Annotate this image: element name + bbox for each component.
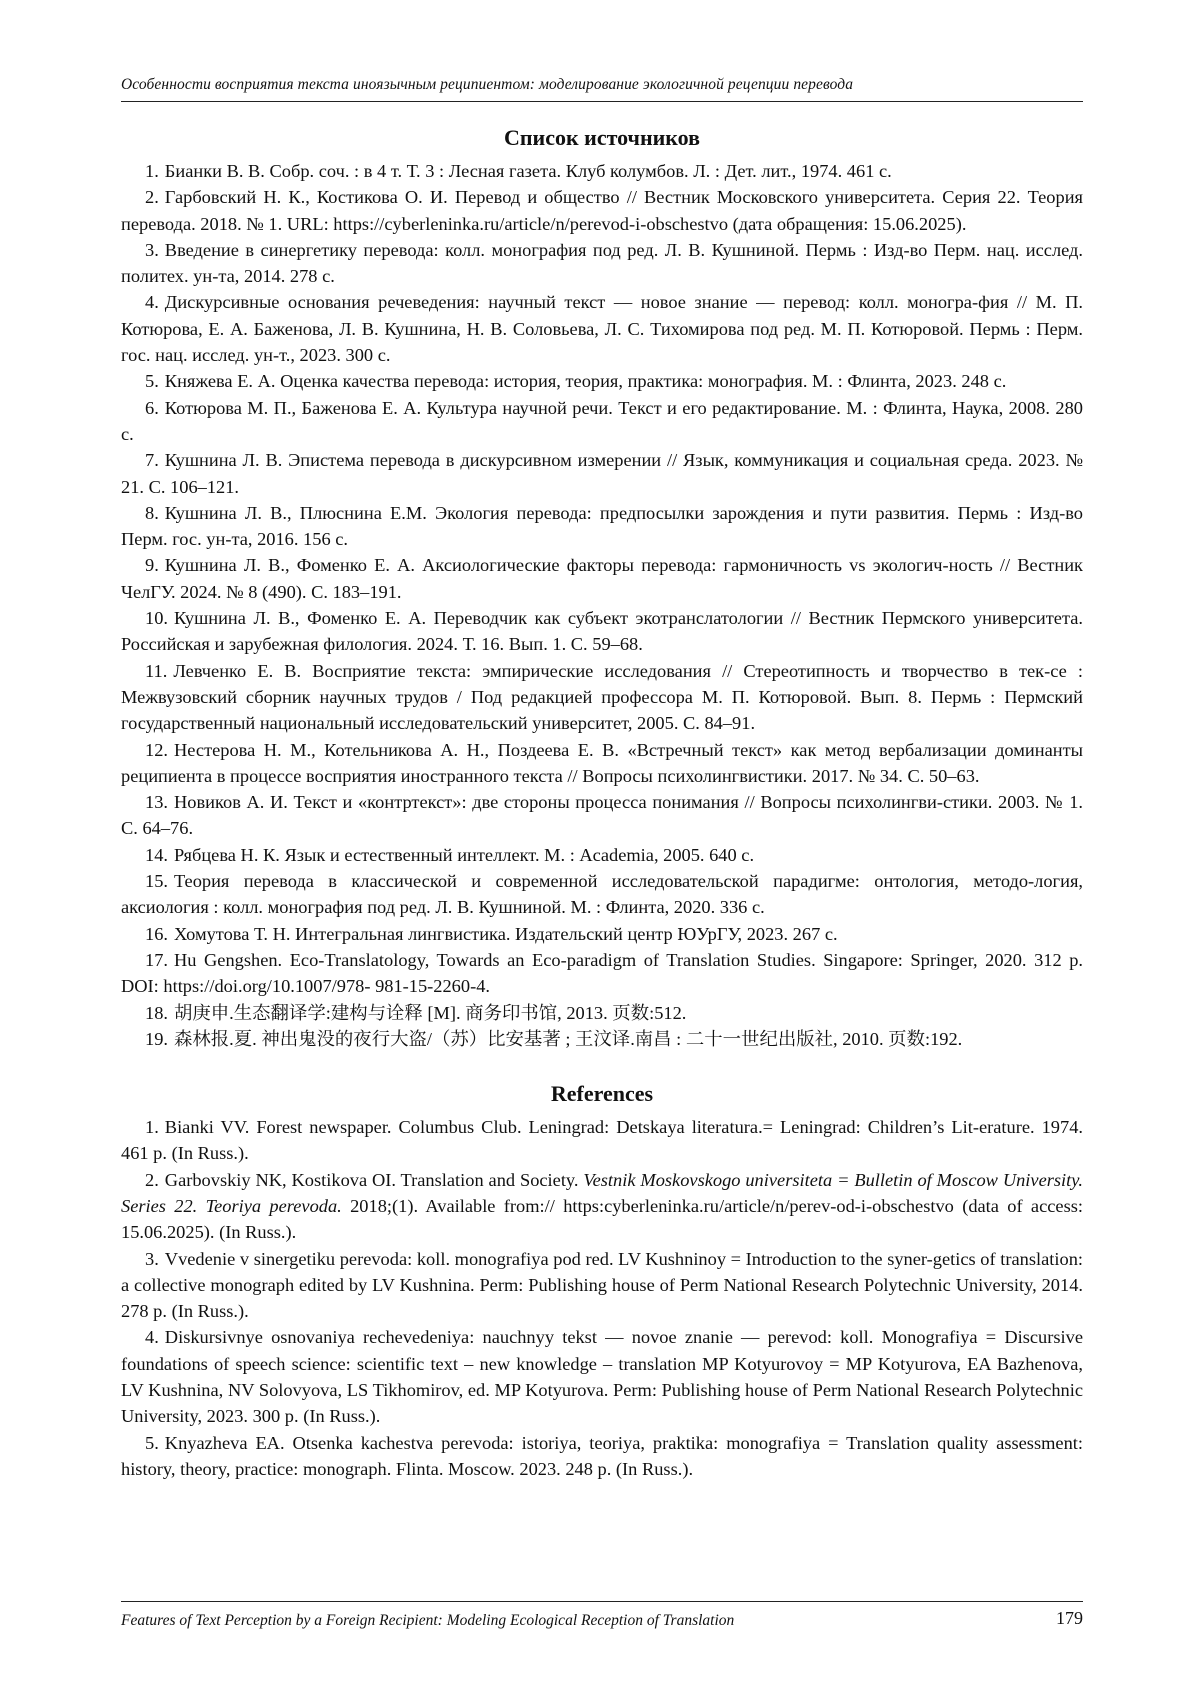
source-item: 4. Дискурсивные основания речеведения: научный текст — новое знание — перевод: колл. моногра-фия // М. П. Котюрова, Е. А. Баженова, Л. В. Кушнина, Н. В. Соловьева, Л. С. Тихомирова под ред. М. П. Котюровой. Пермь : Перм. гос. нац. исслед. ун-т., 2023. 300 с. [121, 292, 1083, 366]
source-item: 7. Кушнина Л. В. Эпистема перевода в дискурсивном измерении // Язык, коммуникация и социальная среда. 2023. № 21. С. 106–121. [121, 450, 1083, 497]
source-item: 8. Кушнина Л. В., Плюснина Е.М. Экология перевода: предпосылки зарождения и пути развития. Пермь : Изд-во Перм. гос. ун-та, 2016. 156 с. [121, 502, 1083, 550]
reference-item: 2. Garbovskiy NK, Kostikova OI. Translation and Society. Vestnik Moskovskogo universiteta = Bulletin of Moscow University. Series 22. Teoriya perevoda. 2018;(1). Available from:// https:cyberleninka.ru/article/n/perev-od-i-obschestvo (data of access: 15.06.2025). (In Russ.). [121, 1169, 1084, 1243]
source-item: 11. Левченко Е. В. Восприятие текста: эмпирические исследования // Стереотипность и творчество в тек-се : Межвузовский сборник научных трудов / Под редакцией профессора М. П. Котюровой. Вып. 8. Пермь : Пермский государственный национальный исследовательский университет, 2005. С. 84–91. [121, 660, 1083, 734]
source-item: 15. Теория перевода в классической и современной исследовательской парадигме: онтология, методо-логия, аксиология : колл. монография под ред. Л. В. Кушниной. М. : Флинта, 2020. 336 с. [121, 871, 1083, 918]
source-item: 13. Новиков А. И. Текст и «контртекст»: две стороны процесса понимания // Вопросы психолингви-стики. 2003. № 1. С. 64–76. [121, 792, 1083, 839]
source-item: 1. Бианки В. В. Собр. соч. : в 4 т. Т. 3 : Лесная газета. Клуб колумбов. Л. : Дет. лит., 1974. 461 с. [145, 161, 892, 181]
source-item: 19. 森林报.夏. 神出鬼没的夜行大盗/（苏）比安基著 ; 王汶译.南昌 : 二十一世纪出版社, 2010. 页数:192. [145, 1028, 963, 1049]
reference-item: 3. Vvedenie v sinergetiku perevoda: koll. monografiya pod red. LV Kushninoy = Introduction to the syner-getics of translation: a collective monograph edited by LV Kushnina. Perm: Publishing house of Perm National Research Polytechnic University, 2014. 278 p. (In Russ.). [121, 1248, 1083, 1322]
source-item: 6. Котюрова М. П., Баженова Е. А. Культура научной речи. Текст и его редактирование. М. : Флинта, Наука, 2008. 280 с. [121, 397, 1083, 444]
sources-heading: Список источников [503, 125, 701, 150]
references-heading: References [550, 1081, 654, 1107]
header-divider [121, 101, 1083, 102]
source-item: 16. Хомутова Т. Н. Интегральная лингвистика. Издательский центр ЮУрГУ, 2023. 267 с. [145, 923, 838, 944]
source-item: 2. Гарбовский Н. К., Костикова О. И. Перевод и общество // Вестник Московского университета. Серия 22. Теория перевода. 2018. № 1. URL: https://cyberleninka.ru/article/n/perevod-i-obschestvo (дата обращения: 15.06.2025). [121, 187, 1083, 234]
references-list [121, 1114, 1083, 1482]
running-foot: Features of Text Perception by a Foreign Recipient: Modeling Ecological Reception of Translation [121, 1612, 735, 1629]
source-item: 5. Княжева Е. А. Оценка качества перевода: история, теория, практика: монография. М. : Флинта, 2023. 248 с. [145, 371, 1007, 392]
article-body [121, 118, 1083, 1482]
source-item: 10. Кушнина Л. В., Фоменко Е. А. Переводчик как субъект экотранслатологии // Вестник Пермского университета. Российская и зарубежная филология. 2024. Т. 16. Вып. 1. С. 59–68. [121, 608, 1083, 655]
footer-divider [121, 1601, 1083, 1602]
sources-list [121, 158, 1083, 1052]
source-item: 9. Кушнина Л. В., Фоменко Е. А. Аксиологические факторы перевода: гармоничность vs экологич-ность // Вестник ЧелГУ. 2024. № 8 (490). С. 183–191. [121, 555, 1083, 602]
source-item: 14. Рябцева Н. К. Язык и естественный интеллект. М. : Academia, 2005. 640 с. [145, 844, 755, 865]
reference-item: 1. Bianki VV. Forest newspaper. Columbus Club. Leningrad: Detskaya literatura.= Leningrad: Children’s Lit-erature. 1974. 461 p. (In Russ.). [121, 1117, 1083, 1164]
page-number: 179 [1056, 1608, 1083, 1628]
reference-item: 5. Knyazheva EA. Otsenka kachestva perevoda: istoriya, teoriya, praktika: monografiya = Translation quality assessment: history, theory, practice: monograph. Flinta. Moscow. 2023. 248 p. (In Russ.). [121, 1432, 1083, 1479]
source-item: 12. Нестерова Н. М., Котельникова А. Н., Поздеева Е. В. «Встречный текст» как метод вербализации доминанты реципиента в процессе восприятия иностранного текста // Вопросы психолингвистики. 2017. № 34. С. 50–63. [121, 739, 1083, 786]
reference-item: 4. Diskursivnye osnovaniya rechevedeniya: nauchnyy tekst — novoe znanie — perevod: koll. Monografiya = Discursive foundations of speech science: scientific text – new knowledge – translation MP Kotyurovoy = MP Kotyurova, EA Bazhenova, LV Kushnina, NV Solovyova, LS Tikhomirov, ed. MP Kotyurova. Perm: Publishing house of Perm National Research Polytechnic University, 2023. 300 p. (In Russ.). [121, 1327, 1083, 1427]
journal-title: Vestnik Moskovskogo universiteta = Bulletin of Moscow University. Series 22. Teoriya perevoda. [121, 1169, 1084, 1216]
source-item: 3. Введение в синергетику перевода: колл. монография под ред. Л. В. Кушниной. Пермь : Изд-во Перм. нац. исслед. политех. ун-та, 2014. 278 с. [121, 239, 1083, 287]
source-item: 18. 胡庚申.生态翻译学:建构与诠释 [M]. 商务印书馆, 2013. 页数:512. [145, 1002, 687, 1023]
running-head: Особенности восприятия текста иноязычным реципиентом: моделирование экологичной рецепции перевода [121, 76, 854, 93]
source-item: 17. Hu Gengshen. Eco-Translatology, Towards an Eco-paradigm of Translation Studies. Singapore: Springer, 2020. 312 p. DOI: https://doi.org/10.1007/978- 981-15-2260-4. [121, 949, 1083, 997]
